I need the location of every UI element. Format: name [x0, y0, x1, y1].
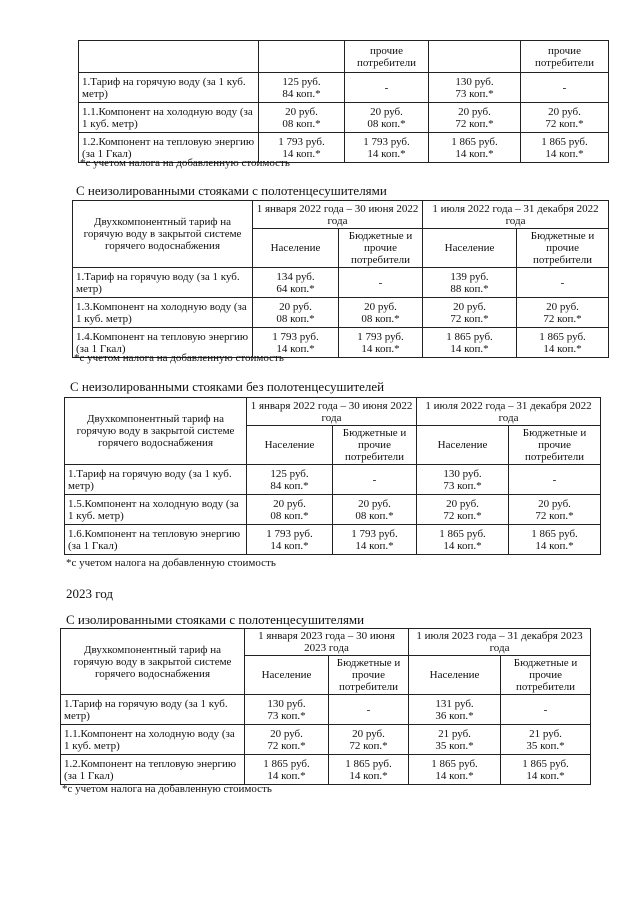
value-cell: 20 руб. 72 коп.*	[521, 103, 609, 133]
header-budget: Бюджетные и прочие потребители	[509, 426, 601, 465]
value-cell: 20 руб. 72 коп.*	[245, 725, 329, 755]
header-period-2: 1 июля 2022 года – 31 декабря 2022 года	[417, 398, 601, 426]
value-cell: -	[339, 268, 423, 298]
value-cell: 20 руб. 08 коп.*	[247, 495, 333, 525]
row-label: 1.2.Компонент на тепловую энергию (за 1 Гкал)	[79, 133, 259, 163]
header-budget: Бюджетные и прочие потребители	[329, 656, 409, 695]
header-population: Население	[247, 426, 333, 465]
value-cell: 1 793 руб. 14 коп.*	[253, 328, 339, 358]
value-cell: 130 руб. 73 коп.*	[245, 695, 329, 725]
value-cell: 20 руб. 08 коп.*	[259, 103, 345, 133]
header-budget: прочие потребители	[521, 41, 609, 73]
table-row	[73, 268, 609, 298]
row-label: 1.3.Компонент на холодную воду (за 1 куб. метр)	[73, 298, 253, 328]
value-cell: 1 865 руб. 14 коп.*	[423, 328, 517, 358]
header-tariff-label: Двухкомпонентный тариф на горячую воду в закрытой системе горячего водоснабжения	[73, 201, 253, 268]
section-title: С неизолированными стояками без полотенцесушителей	[70, 379, 385, 394]
tariff-table-2	[72, 200, 609, 358]
header-budget: Бюджетные и прочие потребители	[339, 229, 423, 268]
value-cell: 20 руб. 08 коп.*	[333, 495, 417, 525]
value-cell: 125 руб. 84 коп.*	[259, 73, 345, 103]
tariff-table-3	[64, 397, 601, 555]
value-cell: 131 руб. 36 коп.*	[409, 695, 501, 725]
value-cell: 20 руб. 72 коп.*	[517, 298, 609, 328]
header-population: Население	[253, 229, 339, 268]
header-population: Население	[423, 229, 517, 268]
row-label: 1.Тариф на горячую воду (за 1 куб. метр)	[65, 465, 247, 495]
table-row	[79, 103, 609, 133]
year-heading: 2023 год	[66, 586, 113, 601]
table-row	[65, 465, 601, 495]
tariff-table-1	[78, 40, 609, 163]
value-cell: 20 руб. 72 коп.*	[429, 103, 521, 133]
value-cell: 130 руб. 73 коп.*	[417, 465, 509, 495]
header-empty-cell	[429, 41, 521, 73]
row-label: 1.2.Компонент на тепловую энергию (за 1 Гкал)	[61, 755, 245, 785]
value-cell: 1 865 руб. 14 коп.*	[245, 755, 329, 785]
row-label: 1.5.Компонент на холодную воду (за 1 куб. метр)	[65, 495, 247, 525]
value-cell: -	[517, 268, 609, 298]
header-period-2: 1 июля 2022 года – 31 декабря 2022 года	[423, 201, 609, 229]
header-budget: Бюджетные и прочие потребители	[333, 426, 417, 465]
value-cell: 21 руб. 35 коп.*	[409, 725, 501, 755]
value-cell: 21 руб. 35 коп.*	[501, 725, 591, 755]
value-cell: 139 руб. 88 коп.*	[423, 268, 517, 298]
value-cell: 125 руб. 84 коп.*	[247, 465, 333, 495]
value-cell: 20 руб. 72 коп.*	[329, 725, 409, 755]
value-cell: -	[345, 73, 429, 103]
header-tariff-label: Двухкомпонентный тариф на горячую воду в закрытой системе горячего водоснабжения	[65, 398, 247, 465]
value-cell: 1 865 руб. 14 коп.*	[429, 133, 521, 163]
header-period-1: 1 января 2023 года – 30 июня 2023 года	[245, 629, 409, 656]
value-cell: 1 793 руб. 14 коп.*	[259, 133, 345, 163]
vat-footnote: *с учетом налога на добавленную стоимость	[62, 783, 272, 795]
header-population: Население	[245, 656, 329, 695]
row-label: 1.6.Компонент на тепловую энергию (за 1 Гкал)	[65, 525, 247, 555]
value-cell: -	[509, 465, 601, 495]
row-label: 1.Тариф на горячую воду (за 1 куб. метр)	[73, 268, 253, 298]
row-label: 1.1.Компонент на холодную воду (за 1 куб. метр)	[61, 725, 245, 755]
header-period-1: 1 января 2022 года – 30 июня 2022 года	[247, 398, 417, 426]
value-cell: 20 руб. 72 коп.*	[423, 298, 517, 328]
value-cell: -	[333, 465, 417, 495]
value-cell: 20 руб. 72 коп.*	[509, 495, 601, 525]
header-empty-cell	[79, 41, 259, 73]
value-cell: 20 руб. 08 коп.*	[345, 103, 429, 133]
section-title: С изолированными стояками с полотенцесушителями	[66, 612, 365, 627]
value-cell: 130 руб. 73 коп.*	[429, 73, 521, 103]
value-cell: 1 865 руб. 14 коп.*	[417, 525, 509, 555]
value-cell: 1 793 руб. 14 коп.*	[333, 525, 417, 555]
header-empty-cell	[259, 41, 345, 73]
section-title: С неизолированными стояками с полотенцесушителями	[76, 183, 387, 198]
header-budget: прочие потребители	[345, 41, 429, 73]
value-cell: -	[501, 695, 591, 725]
value-cell: 1 793 руб. 14 коп.*	[339, 328, 423, 358]
value-cell: -	[521, 73, 609, 103]
row-label: 1.Тариф на горячую воду (за 1 куб. метр)	[79, 73, 259, 103]
value-cell: 1 865 руб. 14 коп.*	[329, 755, 409, 785]
tariff-table-4	[60, 628, 591, 785]
value-cell: 1 865 руб. 14 коп.*	[409, 755, 501, 785]
vat-footnote: *с учетом налога на добавленную стоимость	[66, 557, 276, 569]
table-row	[61, 725, 591, 755]
value-cell: 1 865 руб. 14 коп.*	[517, 328, 609, 358]
table-row	[61, 755, 591, 785]
table-row	[65, 525, 601, 555]
header-population: Население	[417, 426, 509, 465]
header-budget: Бюджетные и прочие потребители	[517, 229, 609, 268]
header-period-1: 1 января 2022 года – 30 июня 2022 года	[253, 201, 423, 229]
vat-footnote: *с учетом налога на добавленную стоимость	[74, 352, 284, 364]
value-cell: 20 руб. 72 коп.*	[417, 495, 509, 525]
value-cell: 1 865 руб. 14 коп.*	[521, 133, 609, 163]
vat-footnote: *с учетом налога на добавленную стоимость	[80, 157, 290, 169]
table-row	[65, 495, 601, 525]
table-row	[61, 695, 591, 725]
value-cell: 1 865 руб. 14 коп.*	[509, 525, 601, 555]
header-tariff-label: Двухкомпонентный тариф на горячую воду в закрытой системе горячего водоснабжения	[61, 629, 245, 695]
value-cell: 1 793 руб. 14 коп.*	[345, 133, 429, 163]
row-label: 1.Тариф на горячую воду (за 1 куб. метр)	[61, 695, 245, 725]
value-cell: 20 руб. 08 коп.*	[339, 298, 423, 328]
row-label: 1.1.Компонент на холодную воду (за 1 куб. метр)	[79, 103, 259, 133]
header-period-2: 1 июля 2023 года – 31 декабря 2023 года	[409, 629, 591, 656]
value-cell: 1 793 руб. 14 коп.*	[247, 525, 333, 555]
header-population: Население	[409, 656, 501, 695]
header-budget: Бюджетные и прочие потребители	[501, 656, 591, 695]
value-cell: 134 руб. 64 коп.*	[253, 268, 339, 298]
row-label: 1.4.Компонент на тепловую энергию (за 1 Гкал)	[73, 328, 253, 358]
table-row	[79, 73, 609, 103]
value-cell: 20 руб. 08 коп.*	[253, 298, 339, 328]
value-cell: 1 865 руб. 14 коп.*	[501, 755, 591, 785]
value-cell: -	[329, 695, 409, 725]
table-row	[73, 298, 609, 328]
